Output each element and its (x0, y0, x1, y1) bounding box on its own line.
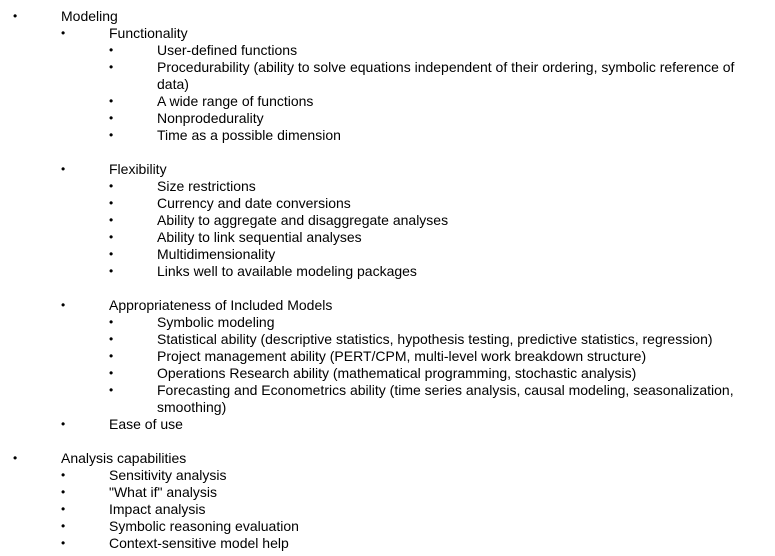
bullet-icon: • (109, 179, 114, 193)
bullet-icon: • (109, 196, 114, 210)
outline-item-level-3 (0, 246, 775, 263)
bullet-icon: • (61, 468, 66, 482)
outline-item-level-2 (0, 297, 775, 314)
outline-item-level-3 (0, 263, 775, 280)
outline-item-text: Symbolic reasoning evaluation (109, 518, 299, 534)
bullet-icon: • (109, 315, 114, 329)
bullet-icon: • (61, 26, 66, 40)
outline-item-level-1 (0, 8, 775, 25)
bullet-icon: • (109, 111, 114, 125)
outline-item-level-3 (0, 331, 775, 348)
outline-item-text: Procedurability (ability to solve equations independent of their ordering, symbolic reference of data) (157, 59, 735, 92)
spacer (0, 280, 775, 297)
outline-item-level-3 (0, 229, 775, 246)
bullet-icon: • (109, 383, 114, 397)
outline-item-level-3 (0, 365, 775, 382)
outline-item-text: Impact analysis (109, 501, 206, 517)
outline-item-level-3 (0, 348, 775, 365)
outline-item-text: Multidimensionality (157, 246, 276, 262)
bullet-icon: • (61, 162, 66, 176)
bullet-icon: • (13, 451, 18, 465)
outline-item-text: Symbolic modeling (157, 314, 275, 330)
outline-document (0, 8, 775, 552)
bullet-icon: • (109, 60, 114, 74)
bullet-icon: • (109, 366, 114, 380)
outline-item-level-2 (0, 161, 775, 178)
outline-item-text: Context-sensitive model help (109, 535, 289, 551)
spacer (0, 144, 775, 161)
outline-item-text: Size restrictions (157, 178, 256, 194)
bullet-icon: • (109, 213, 114, 227)
outline-item-text: Modeling (61, 8, 118, 24)
bullet-icon: • (109, 332, 114, 346)
outline-item-level-2 (0, 416, 775, 433)
outline-item-level-1 (0, 450, 775, 467)
outline-item-text: Project management ability (PERT/CPM, multi-level work breakdown structure) (157, 348, 647, 364)
outline-item-text: Ability to link sequential analyses (157, 229, 362, 245)
outline-item-level-2 (0, 535, 775, 552)
bullet-icon: • (61, 298, 66, 312)
outline-item-level-2 (0, 518, 775, 535)
outline-item-level-2 (0, 25, 775, 42)
outline-item-level-2 (0, 467, 775, 484)
bullet-icon: • (61, 519, 66, 533)
spacer (0, 433, 775, 450)
bullet-icon: • (109, 247, 114, 261)
bullet-icon: • (109, 128, 114, 142)
outline-item-text: Functionality (109, 25, 188, 41)
outline-item-level-2 (0, 484, 775, 501)
outline-item-text: Forecasting and Econometrics ability (time series analysis, causal modeling, seasonalization, smoothing) (157, 382, 734, 415)
outline-item-level-3 (0, 382, 775, 416)
outline-item-level-3 (0, 314, 775, 331)
outline-item-text: Statistical ability (descriptive statistics, hypothesis testing, predictive statistics, regression) (157, 331, 713, 347)
outline-item-text: "What if" analysis (109, 484, 217, 500)
bullet-icon: • (109, 94, 114, 108)
outline-item-text: Ease of use (109, 416, 183, 432)
bullet-icon: • (109, 264, 114, 278)
bullet-icon: • (61, 417, 66, 431)
outline-item-text: Appropriateness of Included Models (109, 297, 333, 313)
outline-item-level-3 (0, 93, 775, 110)
outline-item-level-3 (0, 42, 775, 59)
outline-item-text: Flexibility (109, 161, 167, 177)
outline-item-level-3 (0, 195, 775, 212)
outline-item-level-3 (0, 127, 775, 144)
outline-item-level-3 (0, 59, 775, 93)
outline-item-text: User-defined functions (157, 42, 298, 58)
outline-item-text: Currency and date conversions (157, 195, 351, 211)
bullet-icon: • (109, 349, 114, 363)
bullet-icon: • (61, 485, 66, 499)
outline-item-level-3 (0, 212, 775, 229)
bullet-icon: • (61, 502, 66, 516)
bullet-icon: • (61, 536, 66, 550)
outline-item-text: Analysis capabilities (61, 450, 187, 466)
bullet-icon: • (13, 9, 18, 23)
outline-item-text: A wide range of functions (157, 93, 314, 109)
outline-item-text: Links well to available modeling packages (157, 263, 417, 279)
outline-item-level-3 (0, 110, 775, 127)
outline-item-level-2 (0, 501, 775, 518)
outline-item-level-3 (0, 178, 775, 195)
outline-item-text: Sensitivity analysis (109, 467, 227, 483)
bullet-icon: • (109, 230, 114, 244)
outline-item-text: Time as a possible dimension (157, 127, 341, 143)
outline-item-text: Operations Research ability (mathematical programming, stochastic analysis) (157, 365, 637, 381)
outline-item-text: Ability to aggregate and disaggregate analyses (157, 212, 449, 228)
outline-item-text: Nonprodedurality (157, 110, 264, 126)
bullet-icon: • (109, 43, 114, 57)
